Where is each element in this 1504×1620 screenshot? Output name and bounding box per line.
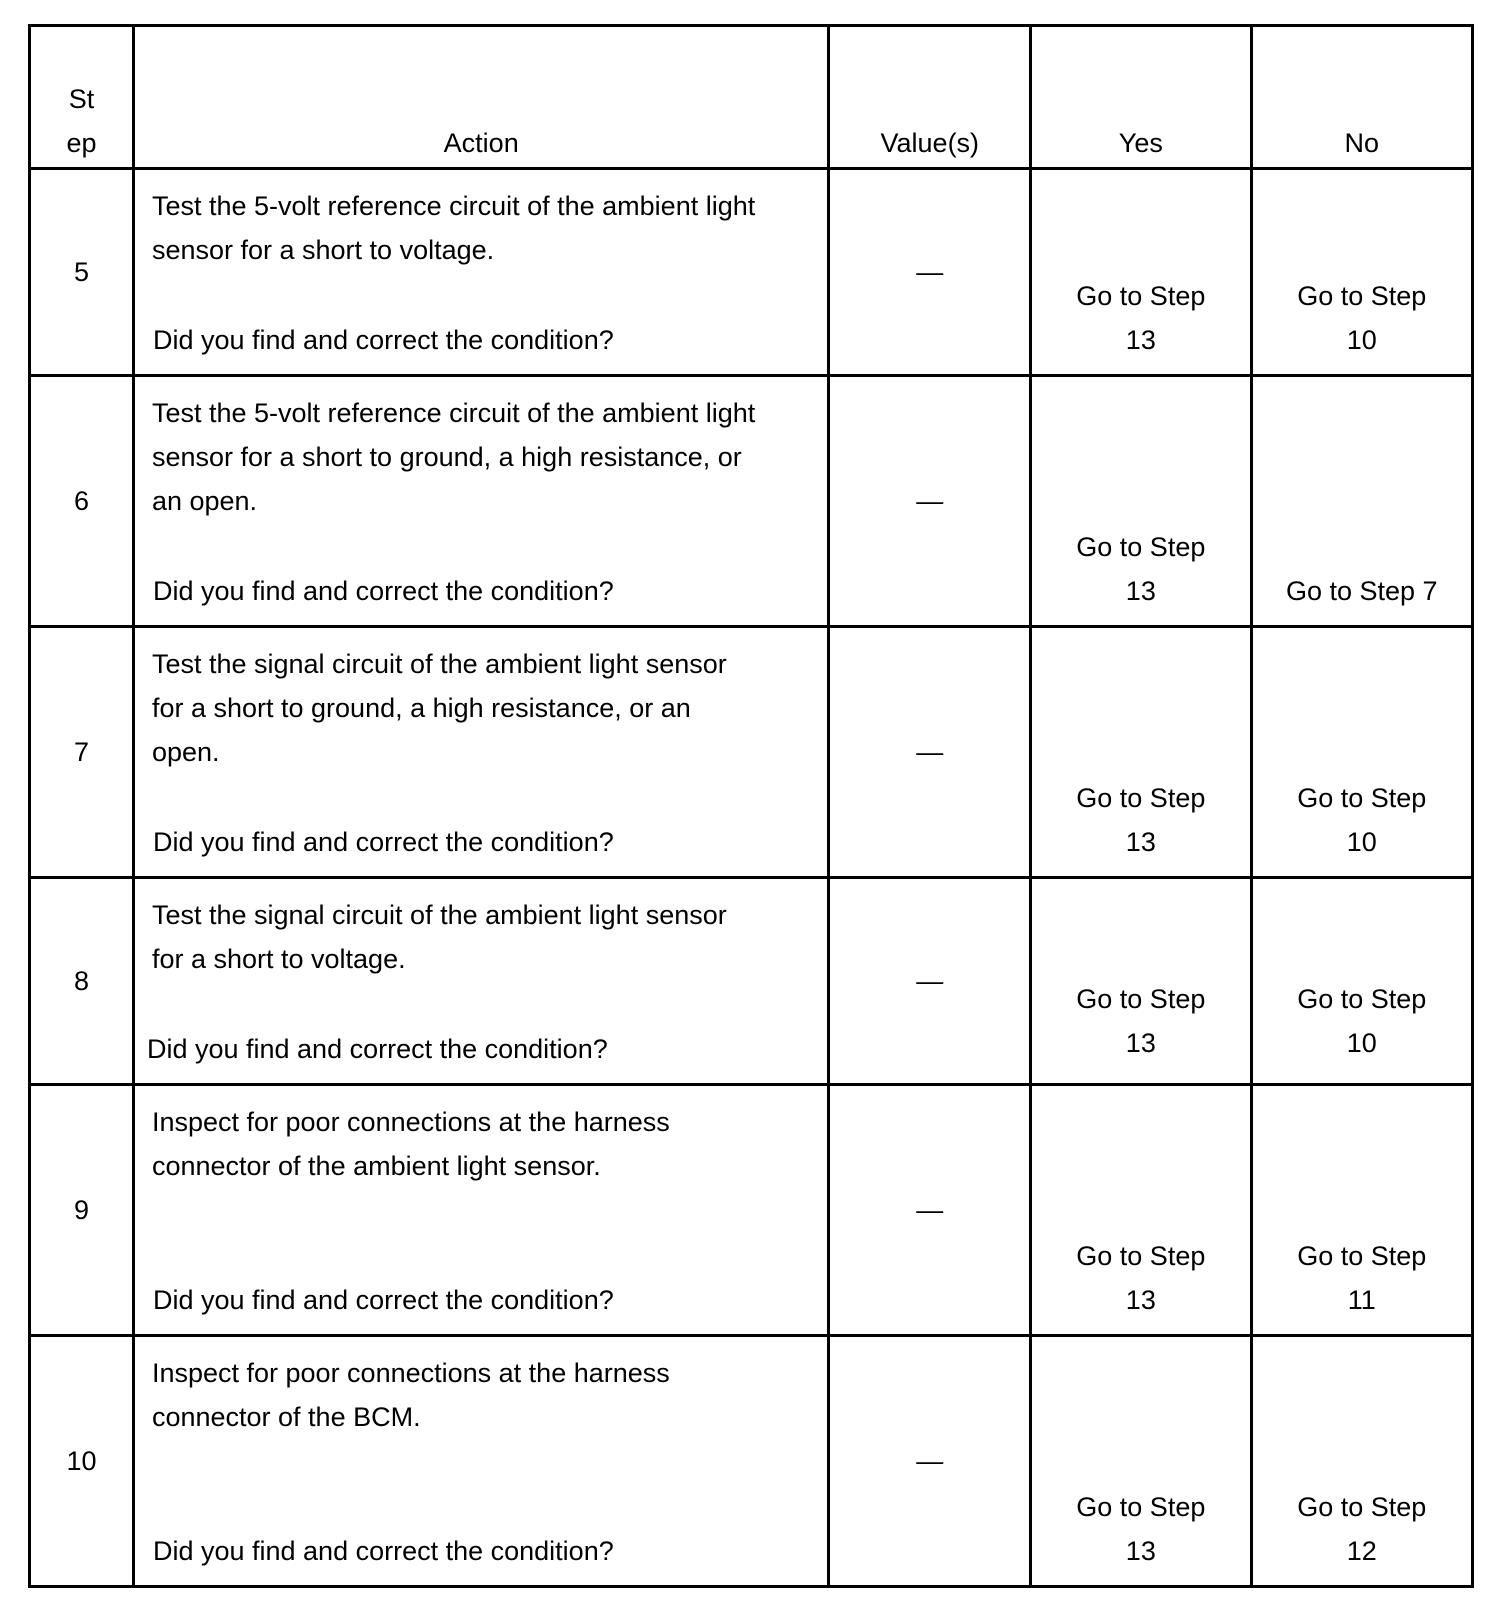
action-question: Did you find and correct the condition? — [152, 325, 614, 355]
no-line1: Go to Step 7 — [1285, 576, 1438, 606]
action-question: Did you find and correct the condition? — [152, 1285, 614, 1315]
yes-line1: Go to Step — [1076, 783, 1206, 813]
action-question: Did you find and correct the condition? — [152, 827, 614, 857]
value-text: — — [916, 1446, 944, 1476]
no-line1: Go to Step — [1297, 1241, 1427, 1271]
step-number: 5 — [73, 257, 89, 287]
diagnostic-table — [28, 24, 1474, 1588]
step-number: 9 — [73, 1195, 89, 1225]
action-text: Test the 5-volt reference circuit of the ambient light sensor for a short to ground, a high resistance, or an open. — [151, 398, 756, 516]
yes-cell — [1031, 878, 1251, 1085]
yes-line1: Go to Step — [1076, 984, 1206, 1014]
no-cell — [1251, 169, 1472, 376]
action-cell — [133, 169, 829, 376]
no-line1: Go to Step — [1297, 281, 1427, 311]
no-line2: 12 — [1346, 1536, 1377, 1566]
action-text: Test the 5-volt reference circuit of the ambient light sensor for a short to voltage. — [151, 191, 756, 265]
header-action — [133, 26, 829, 169]
no-cell — [1251, 627, 1472, 878]
yes-cell — [1031, 1085, 1251, 1336]
table-row — [30, 627, 1473, 878]
action-cell — [133, 1085, 829, 1336]
header-values-label: Value(s) — [880, 128, 980, 158]
action-cell — [133, 627, 829, 878]
no-line2: 10 — [1346, 325, 1377, 355]
step-cell — [30, 878, 134, 1085]
yes-line2: 13 — [1125, 325, 1156, 355]
header-no-label: No — [1344, 128, 1380, 158]
action-cell — [133, 1336, 829, 1587]
table-row — [30, 169, 1473, 376]
yes-line2: 13 — [1125, 576, 1156, 606]
step-number: 7 — [73, 737, 89, 767]
value-cell — [829, 376, 1031, 627]
value-cell — [829, 878, 1031, 1085]
no-cell — [1251, 1085, 1472, 1336]
table-row — [30, 878, 1473, 1085]
header-yes-label: Yes — [1118, 128, 1163, 158]
value-text: — — [916, 1195, 944, 1225]
value-cell — [829, 1085, 1031, 1336]
no-line2: 11 — [1347, 1285, 1376, 1315]
value-cell — [829, 627, 1031, 878]
table-header-row — [30, 26, 1473, 169]
value-text: — — [916, 486, 944, 516]
header-step-line1: St — [68, 84, 95, 114]
yes-line2: 13 — [1125, 827, 1156, 857]
header-step-line2: ep — [66, 128, 97, 158]
table-row — [30, 1336, 1473, 1587]
action-question: Did you find and correct the condition? — [152, 576, 614, 606]
yes-line1: Go to Step — [1076, 281, 1206, 311]
action-text: Inspect for poor connections at the harness connector of the BCM. — [151, 1358, 670, 1432]
no-line1: Go to Step — [1297, 1492, 1427, 1522]
no-cell — [1251, 878, 1472, 1085]
step-number: 8 — [73, 966, 89, 996]
step-number: 6 — [73, 486, 89, 516]
step-number: 10 — [66, 1446, 97, 1476]
step-cell — [30, 376, 134, 627]
no-line2: 10 — [1346, 827, 1377, 857]
value-text: — — [916, 966, 944, 996]
no-cell — [1251, 376, 1472, 627]
action-text: Test the signal circuit of the ambient light sensor for a short to ground, a high resistance, or an open. — [151, 649, 727, 767]
step-cell — [30, 1336, 134, 1587]
yes-line1: Go to Step — [1076, 1492, 1206, 1522]
header-step — [30, 26, 134, 169]
step-cell — [30, 627, 134, 878]
table-row — [30, 376, 1473, 627]
header-values — [829, 26, 1031, 169]
table-row — [30, 1085, 1473, 1336]
yes-line2: 13 — [1125, 1285, 1156, 1315]
value-cell — [829, 169, 1031, 376]
action-cell — [133, 878, 829, 1085]
action-question: Did you find and correct the condition? — [146, 1034, 608, 1064]
yes-line2: 13 — [1125, 1028, 1156, 1058]
yes-cell — [1031, 627, 1251, 878]
action-text: Inspect for poor connections at the harness connector of the ambient light sensor. — [151, 1107, 670, 1181]
no-line2: 10 — [1346, 1028, 1377, 1058]
action-text: Test the signal circuit of the ambient light sensor for a short to voltage. — [151, 900, 727, 974]
no-line1: Go to Step — [1297, 783, 1427, 813]
yes-cell — [1031, 1336, 1251, 1587]
header-yes — [1031, 26, 1251, 169]
no-line1: Go to Step — [1297, 984, 1427, 1014]
yes-line1: Go to Step — [1076, 1241, 1206, 1271]
yes-line1: Go to Step — [1076, 532, 1206, 562]
header-no — [1251, 26, 1472, 169]
yes-cell — [1031, 376, 1251, 627]
value-text: — — [916, 257, 944, 287]
step-cell — [30, 1085, 134, 1336]
yes-cell — [1031, 169, 1251, 376]
value-cell — [829, 1336, 1031, 1587]
yes-line2: 13 — [1125, 1536, 1156, 1566]
no-cell — [1251, 1336, 1472, 1587]
action-cell — [133, 376, 829, 627]
header-action-label: Action — [443, 128, 519, 158]
value-text: — — [916, 737, 944, 767]
step-cell — [30, 169, 134, 376]
action-question: Did you find and correct the condition? — [152, 1536, 614, 1566]
